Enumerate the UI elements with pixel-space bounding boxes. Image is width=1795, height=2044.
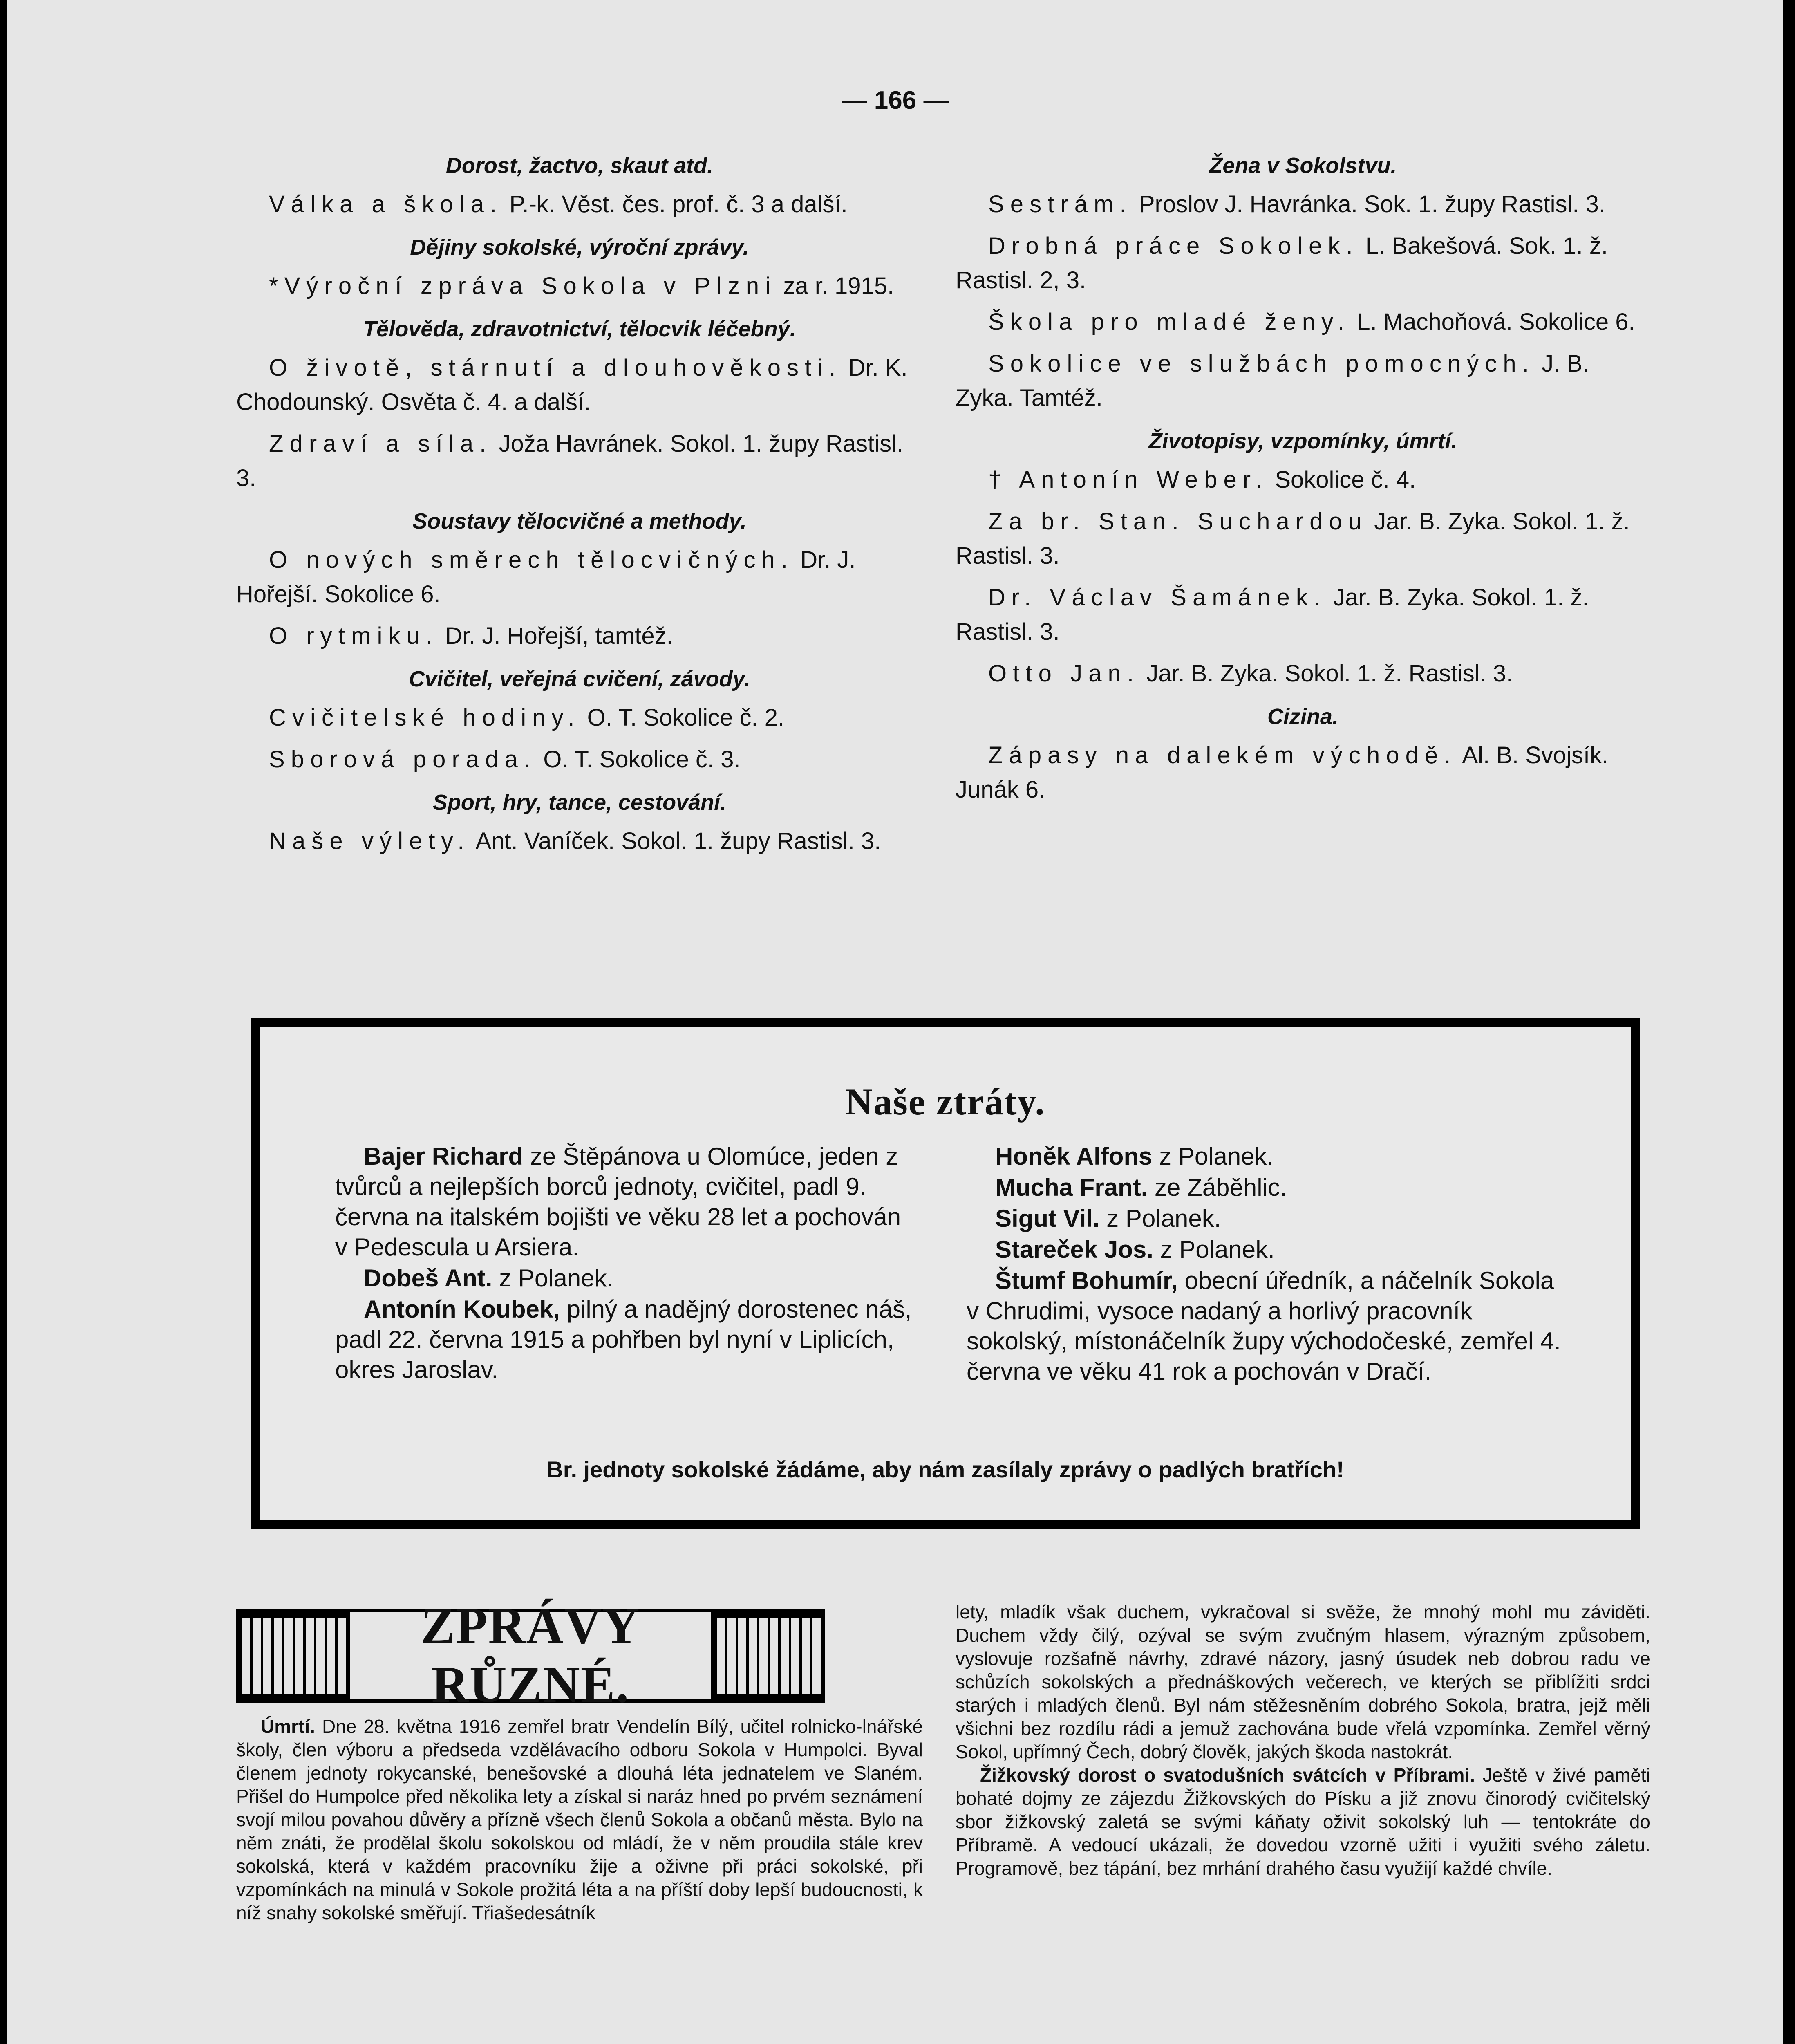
list-item: Honěk Alfons z Polanek. [995, 1143, 1274, 1170]
section-heading: Sport, hry, tance, cestování. [432, 790, 727, 815]
page [7, 0, 1783, 2044]
section-heading: Tělověda, zdravotnictví, tělocvik léčebný. [363, 317, 796, 341]
news-banner [236, 1598, 825, 1713]
list-item: Zápasy na dalekém východě. Al. B. Svojsík. Junák 6. [956, 742, 1609, 803]
losses-right-column [967, 1141, 1567, 1387]
list-item: Naše výlety. Ant. Vaníček. Sokol. 1. župy Rastisl. 3. [269, 828, 881, 854]
list-item: O nových směrech tělocvičných. Dr. J. Hořejší. Sokolice 6. [236, 547, 856, 607]
list-item: † Antonín Weber. Sokolice č. 4. [988, 466, 1416, 493]
list-item: Škola pro mladé ženy. L. Machoňová. Sokolice 6. [988, 309, 1635, 335]
news-paragraph: lety, mladík však duchem, vykračoval si svěže, že mnohý mohl mu záviděti. Duchem vždy čilý, ozýval se svým zvučným hlasem, výrazným způsobem, vyslovuje rozšafně návrhy, zdravé názory, jasný úsudek neb dobrou radu ve schůzích sokolských a přednáškových večerech, ve kterých se přiblížiti srdci starých i mladých členů. Byl nám stěžesněním dobrého Sokola, bratra, jejž měli všichni bez rozdílu rádi a jemuž zachována bude vřelá vzpomínka. Zemřel věrný Sokol, upřímný Čech, dobrý člověk, jakých škoda nastokrát. [956, 1601, 1650, 1762]
list-item: *Výroční zpráva Sokola v Plzni za r. 1915. [269, 273, 894, 299]
list-item: Mucha Frant. ze Záběhlic. [995, 1174, 1287, 1201]
right-column [956, 143, 1650, 814]
ornament-right-icon [711, 1612, 821, 1699]
news-right-column [956, 1600, 1650, 1880]
losses-title: Naše ztráty. [845, 1081, 1045, 1123]
list-item: Otto Jan. Jar. B. Zyka. Sokol. 1. ž. Rastisl. 3. [988, 660, 1513, 687]
list-item: Sestrám. Proslov J. Havránka. Sok. 1. župy Rastisl. 3. [988, 191, 1605, 217]
section-heading: Životopisy, vzpomínky, úmrtí. [1148, 429, 1457, 453]
list-item: Sokolice ve službách pomocných. J. B. Zyka. Tamtéž. [956, 350, 1589, 411]
section-heading: Dorost, žactvo, skaut atd. [445, 153, 714, 178]
section-heading: Cizina. [1267, 704, 1339, 729]
losses-left-column [335, 1141, 920, 1386]
page-number: — 166 — [842, 86, 949, 114]
list-item: Válka a škola. P.-k. Věst. čes. prof. č. 3 a další. [269, 191, 848, 217]
news-paragraph: Úmrtí. Dne 28. května 1916 zemřel bratr Vendelín Bílý, učitel rolnicko-lnářské školy, člen výboru a předseda vzdělávacího odboru Sokola v Humpolci. Byval členem jednoty rokycanské, benešovské a dlouhá léta jednatelem ve Slaném. Přišel do Humpolce před několika lety a získal si naráz hned po prvém seznámení svojí milou povahou důvěry a přízně všech členů Sokola a občanů města. Bylo na něm znáti, že prodělal školu sokolskou od mládí, že v něm proudila stále krev sokolská, která v každém pracovníku žije a oživne při práci sokolské, při vzpomínkách na minulá v Sokole prožitá léta a na příští doby lepší budoucnosti, k níž snahy sokolské směřují. Třiašedesátník [236, 1716, 923, 1923]
list-item: Bajer Richard ze Štěpánova u Olomúce, jeden z tvůrců a nejlepších borců jednoty, cvičitel, padl 9. června na italském bojišti ve věku 28 let a pochován v Pedescula u Arsiera. [335, 1143, 901, 1261]
losses-appeal: Br. jednoty sokolské žádáme, aby nám zasílaly zprávy o padlých bratřích! [546, 1457, 1344, 1482]
losses-box [251, 1018, 1640, 1529]
list-item: Dr. Václav Šamánek. Jar. B. Zyka. Sokol. 1. ž. Rastisl. 3. [956, 584, 1589, 645]
section-heading: Cvičitel, veřejná cvičení, závody. [409, 667, 750, 691]
list-item: Za br. Stan. Suchardou Jar. B. Zyka. Sokol. 1. ž. Rastisl. 3. [956, 508, 1630, 569]
list-item: Stareček Jos. z Polanek. [995, 1236, 1275, 1263]
left-column [236, 143, 923, 866]
section-heading: Soustavy tělocvičné a methody. [412, 509, 747, 533]
list-item: Sborová porada. O. T. Sokolice č. 3. [269, 746, 741, 773]
section-heading: Žena v Sokolstvu. [1209, 153, 1397, 178]
list-item: Zdraví a síla. Joža Havránek. Sokol. 1. župy Rastisl. 3. [236, 430, 904, 491]
list-item: Cvičitelské hodiny. O. T. Sokolice č. 2. [269, 704, 785, 731]
news-paragraph: Žižkovský dorost o svatodušních svátcích v Příbrami. Ještě v živé paměti bohaté dojmy ze zájezdu Žižkovských do Písku a již znovu činorodý cvičitelský sbor žižkovský zaletá se svými káňaty oživit sokolský luh — tentokráte do Příbramě. A vedoucí ukázali, že dovedou vzorně užiti i využiti svého záletu. Programově, bez tápání, bez mrhání drahého času využijí každé chvíle. [956, 1764, 1650, 1879]
list-item: Sigut Vil. z Polanek. [995, 1205, 1221, 1232]
section-heading: Dějiny sokolské, výroční zprávy. [410, 235, 749, 260]
news-title: ZPRÁVY RŮZNÉ. [421, 1598, 640, 1713]
list-item: Štumf Bohumír, obecní úředník, a náčelník Sokola v Chrudimi, vysoce nadaný a horlivý pracovník sokolský, místonáčelník župy východočeské, zemřel 4. června ve věku 41 rok a pochován v Dračí. [967, 1267, 1561, 1385]
list-item: Antonín Koubek, pilný a nadějný dorostenec náš, padl 22. června 1915 a pohřben byl nyní v Liplicích, okres Jaroslav. [335, 1295, 912, 1383]
ornament-left-icon [239, 1612, 350, 1699]
list-item: Dobeš Ant. z Polanek. [364, 1264, 614, 1292]
list-item: O životě, stárnutí a dlouhověkosti. Dr. K. Chodounský. Osvěta č. 4. a další. [236, 354, 908, 415]
list-item: Drobná práce Sokolek. L. Bakešová. Sok. 1. ž. Rastisl. 2, 3. [956, 233, 1608, 294]
news-left-column [236, 1715, 923, 1925]
list-item: O rytmiku. Dr. J. Hořejší, tamtéž. [269, 623, 673, 649]
